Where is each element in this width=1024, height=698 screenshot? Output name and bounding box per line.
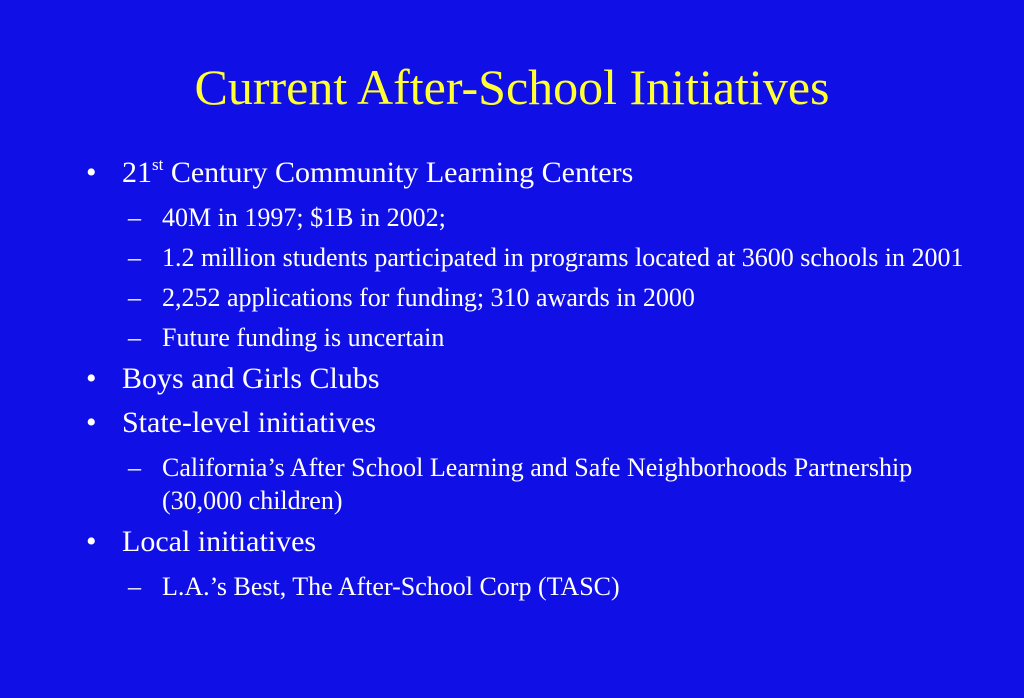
bullet-superscript: st [152,155,164,174]
sub-item-text: 40M in 1997; $1B in 2002; [162,203,446,232]
sub-item [128,281,966,314]
slide-title: Current After-School Initiatives [194,59,830,115]
sub-item-text: Future funding is uncertain [162,323,445,352]
sub-item [128,201,966,234]
dash-icon: – [128,453,141,482]
sub-item [128,451,966,517]
dash-icon: – [128,283,141,312]
dash-icon: – [128,572,141,601]
bullet-text: State-level initiatives [122,406,377,439]
bullet-item-local [86,521,966,563]
bullet-icon: • [86,362,97,395]
sub-item [128,321,966,354]
sub-item [128,570,966,603]
bullet-item-21st-century [86,152,966,194]
sub-item-text: 1.2 million students participated in programs located at 3600 schools in 2001 [162,243,964,272]
bullet-list [86,150,966,603]
bullet-icon: • [86,156,97,189]
dash-icon: – [128,323,141,352]
bullet-item-state-level [86,402,966,444]
bullet-text: Century Community Learning Centers [163,156,634,189]
bullet-icon: • [86,525,97,558]
dash-icon: – [128,243,141,272]
dash-icon: – [128,203,141,232]
sub-item-text: 2,252 applications for funding; 310 awards in 2000 [162,283,695,312]
bullet-text-prefix: 21 [122,156,152,189]
bullet-text: Boys and Girls Clubs [122,362,380,395]
bullet-item-boys-girls-clubs [86,358,966,400]
bullet-icon: • [86,406,97,439]
sub-item-text: California’s After School Learning and Safe Neighborhoods Partnership (30,000 children) [162,453,913,515]
sub-item [128,241,966,274]
sub-item-text: L.A.’s Best, The After-School Corp (TASC) [162,572,620,601]
bullet-text: Local initiatives [122,525,317,558]
